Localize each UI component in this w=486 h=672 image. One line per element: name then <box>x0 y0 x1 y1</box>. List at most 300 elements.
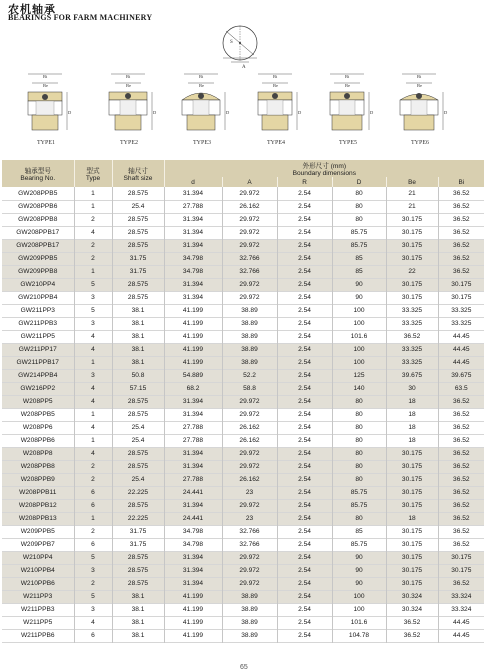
table-cell: 54.889 <box>164 369 222 382</box>
table-cell: 33.325 <box>451 320 472 327</box>
table-cell: 21 <box>386 187 438 200</box>
table-cell: 29.972 <box>222 551 277 564</box>
table-cell: 4 <box>74 395 112 408</box>
table-cell: 39.675 <box>438 369 484 382</box>
table-cell: 2.54 <box>277 551 332 564</box>
table-cell: W208PP6 <box>2 421 74 434</box>
table-cell: 29.972 <box>222 187 277 200</box>
table-cell: 2.54 <box>277 343 332 356</box>
table-cell: 33.325 <box>386 343 438 356</box>
table-cell: 2.54 <box>277 213 332 226</box>
table-cell: 80 <box>332 408 386 421</box>
table-cell: 25.4 <box>112 473 164 486</box>
dim-d: D <box>226 110 230 115</box>
table-cell: 30.175 <box>386 213 438 226</box>
table-cell: 39.675 <box>386 369 438 382</box>
table-cell: 30.175 <box>386 252 438 265</box>
table-row <box>2 473 484 486</box>
table-cell: W210PPB6 <box>2 577 74 590</box>
table-cell: 5 <box>74 278 112 291</box>
table-row <box>2 382 484 395</box>
table-cell: 29.972 <box>222 239 277 252</box>
table-row <box>2 616 484 629</box>
table-cell: 85.75 <box>332 538 386 551</box>
table-cell: 2.54 <box>277 629 332 642</box>
table-cell: 22.225 <box>112 512 164 525</box>
table-cell: 28.575 <box>112 291 164 304</box>
table-cell: 2.54 <box>277 486 332 499</box>
table-cell: 4 <box>74 421 112 434</box>
table-cell: 30.175 <box>386 239 438 252</box>
table-cell: W208PPB9 <box>2 473 74 486</box>
table-cell: 31.394 <box>164 564 222 577</box>
table-header-row <box>2 160 484 177</box>
table-cell: 2.54 <box>277 434 332 447</box>
table-cell: 2.54 <box>277 473 332 486</box>
table-cell: 36.52 <box>386 616 438 629</box>
table-cell: 41.199 <box>164 317 222 330</box>
table-cell: 80 <box>332 213 386 226</box>
dim-be: Be <box>126 83 131 88</box>
table-cell: 80 <box>332 512 386 525</box>
table-cell: 28.575 <box>112 408 164 421</box>
table-row <box>2 356 484 369</box>
dim-bi: Bi <box>273 74 278 79</box>
table-cell: 41.199 <box>164 330 222 343</box>
table-cell: 90 <box>332 564 386 577</box>
table-cell: 31.75 <box>112 252 164 265</box>
table-cell: W209PPB7 <box>2 538 74 551</box>
table-cell: 33.325 <box>386 356 438 369</box>
table-cell: 28.575 <box>112 213 164 226</box>
table-cell: W211PPB3 <box>2 603 74 616</box>
table-cell: 18 <box>386 421 438 434</box>
table-cell: 80 <box>332 187 386 200</box>
table-cell: 30.175 <box>386 460 438 473</box>
table-cell: 30.175 <box>386 538 438 551</box>
table-cell: 85.75 <box>332 499 386 512</box>
subcol-outer-d: D <box>332 177 386 187</box>
table-cell: 18 <box>386 408 438 421</box>
table-cell: 4 <box>74 226 112 239</box>
table-cell: 25.4 <box>112 200 164 213</box>
table-cell: 85 <box>332 525 386 538</box>
table-cell: 31.394 <box>164 408 222 421</box>
table-cell: 2.54 <box>277 291 332 304</box>
table-cell: W208PPB13 <box>2 512 74 525</box>
table-cell: 38.1 <box>112 590 164 603</box>
table-row <box>2 564 484 577</box>
type6-figure <box>388 70 452 148</box>
table-cell: 2.54 <box>277 421 332 434</box>
table-cell: 6 <box>74 538 112 551</box>
table-cell: 2.54 <box>277 395 332 408</box>
type1-figure <box>14 70 78 148</box>
table-cell: 3 <box>74 369 112 382</box>
dim-bi: Bi <box>43 74 48 79</box>
table-cell: 30.175 <box>386 577 438 590</box>
table-cell: 3 <box>74 317 112 330</box>
table-cell: 38.89 <box>222 317 277 330</box>
table-cell: 80 <box>332 473 386 486</box>
table-cell: GW208PPB6 <box>2 200 74 213</box>
subcol-a: A <box>222 177 277 187</box>
table-cell: 6 <box>74 486 112 499</box>
table-cell: 2.54 <box>277 239 332 252</box>
table-cell: W209PPB5 <box>2 525 74 538</box>
table-cell: 2.54 <box>277 304 332 317</box>
table-cell: 28.575 <box>112 577 164 590</box>
table-cell: 30.175 <box>438 564 484 577</box>
table-cell: 2.54 <box>277 317 332 330</box>
table-cell: 36.52 <box>386 629 438 642</box>
table-cell: 2.54 <box>277 577 332 590</box>
page-number: 65 <box>240 664 248 671</box>
table-cell: 38.1 <box>112 330 164 343</box>
table-row <box>2 577 484 590</box>
table-cell: 28.575 <box>112 499 164 512</box>
table-cell: GW211PP17 <box>2 343 74 356</box>
table-cell: 2 <box>74 239 112 252</box>
table-cell: 140 <box>332 382 386 395</box>
dim-d: D <box>370 110 374 115</box>
table-cell: 38.1 <box>112 343 164 356</box>
table-cell: 44.45 <box>453 619 470 626</box>
table-cell: 30.175 <box>438 278 484 291</box>
table-cell: 2.54 <box>277 382 332 395</box>
table-cell: 36.52 <box>386 330 438 343</box>
table-cell: 28.575 <box>112 239 164 252</box>
table-cell: 18 <box>386 434 438 447</box>
dim-d: D <box>153 110 157 115</box>
table-cell: 2.54 <box>277 590 332 603</box>
dim-bi: Bi <box>417 74 422 79</box>
table-cell: W210PPB4 <box>2 564 74 577</box>
table-cell: 31.394 <box>164 499 222 512</box>
table-row <box>2 538 484 551</box>
table-cell: 100 <box>332 343 386 356</box>
table-cell: 6 <box>74 499 112 512</box>
table-cell: 2.54 <box>277 408 332 421</box>
table-cell: 28.575 <box>112 226 164 239</box>
table-cell: 32.766 <box>222 265 277 278</box>
table-cell: 36.52 <box>438 512 484 525</box>
table-cell: 34.798 <box>164 538 222 551</box>
table-cell: 27.788 <box>164 434 222 447</box>
table-cell: 29.972 <box>222 408 277 421</box>
table-cell: GW211PP3 <box>2 304 74 317</box>
table-cell: 38.89 <box>222 343 277 356</box>
table-cell: 38.1 <box>112 616 164 629</box>
table-cell: 22.225 <box>112 486 164 499</box>
table-cell: 36.52 <box>453 541 470 548</box>
table-cell: 18 <box>386 395 438 408</box>
table-cell: 29.972 <box>222 226 277 239</box>
table-cell: GW211PPB3 <box>2 317 74 330</box>
dim-be: Be <box>345 83 350 88</box>
table-cell: 2 <box>74 473 112 486</box>
table-cell: 2.54 <box>277 265 332 278</box>
dim-d: D <box>68 110 72 115</box>
table-cell: 29.972 <box>222 447 277 460</box>
table-cell: 38.89 <box>222 330 277 343</box>
table-cell: 41.199 <box>164 603 222 616</box>
table-cell: 36.52 <box>453 424 470 431</box>
table-cell: 30.175 <box>386 499 438 512</box>
table-cell: 30.175 <box>386 564 438 577</box>
table-cell: W211PP3 <box>2 590 74 603</box>
table-cell: 38.1 <box>112 629 164 642</box>
table-cell: 28.575 <box>112 447 164 460</box>
table-cell: 30.175 <box>386 551 438 564</box>
table-cell: 38.89 <box>222 616 277 629</box>
table-cell: 80 <box>332 460 386 473</box>
table-cell: 18 <box>386 512 438 525</box>
table-cell: 24.441 <box>164 512 222 525</box>
table-cell: 1 <box>74 200 112 213</box>
table-cell: 21 <box>386 200 438 213</box>
table-cell: 2.54 <box>277 447 332 460</box>
page-title-chinese: 农机轴承 <box>8 3 56 16</box>
table-cell: GW209PPB5 <box>2 252 74 265</box>
table-cell: 31.75 <box>112 538 164 551</box>
table-cell: 32.766 <box>222 525 277 538</box>
table-cell: 41.199 <box>164 629 222 642</box>
table-cell: 1 <box>74 512 112 525</box>
table-cell: W208PP8 <box>2 447 74 460</box>
table-cell: 1 <box>74 356 112 369</box>
table-cell: 38.89 <box>222 603 277 616</box>
table-cell: 30 <box>386 382 438 395</box>
table-cell: 1 <box>74 408 112 421</box>
table-cell: 80 <box>332 447 386 460</box>
table-row <box>2 408 484 421</box>
table-row <box>2 499 484 512</box>
table-cell: W208PPB6 <box>2 434 74 447</box>
table-row <box>2 629 484 642</box>
table-cell: 33.324 <box>438 590 484 603</box>
table-cell: 4 <box>74 616 112 629</box>
page-title-english: BEARINGS FOR FARM MACHINERY <box>8 13 153 22</box>
table-cell: 29.972 <box>222 499 277 512</box>
table-row <box>2 278 484 291</box>
table-cell: 2.54 <box>277 616 332 629</box>
table-cell: GW209PPB8 <box>2 265 74 278</box>
table-cell: 90 <box>332 278 386 291</box>
table-cell: GW216PP2 <box>2 382 74 395</box>
col-bearing-no: 轴承型号 Bearing No. <box>2 160 74 187</box>
table-row <box>2 551 484 564</box>
subcol-be: Be <box>386 177 438 187</box>
table-row <box>2 590 484 603</box>
table-cell: 41.199 <box>164 590 222 603</box>
dim-d: D <box>444 110 448 115</box>
table-cell: W208PPB8 <box>2 460 74 473</box>
table-cell: 100 <box>332 356 386 369</box>
table-cell: 29.972 <box>222 564 277 577</box>
table-cell: 100 <box>332 304 386 317</box>
table-cell: 85.75 <box>332 226 386 239</box>
type5-figure <box>316 70 380 148</box>
table-cell: 90 <box>332 291 386 304</box>
table-row <box>2 265 484 278</box>
circle-label-a: A <box>242 65 246 70</box>
dim-be: Be <box>43 83 48 88</box>
table-cell: 36.52 <box>453 437 470 444</box>
table-cell: 38.1 <box>112 304 164 317</box>
table-cell: 27.788 <box>164 473 222 486</box>
table-row <box>2 252 484 265</box>
table-cell: 41.199 <box>164 343 222 356</box>
table-cell: 1 <box>74 187 112 200</box>
table-cell: 36.52 <box>438 252 484 265</box>
table-row <box>2 291 484 304</box>
type3-figure <box>170 70 234 148</box>
table-cell: 30.175 <box>386 486 438 499</box>
table-cell: 85.75 <box>332 486 386 499</box>
table-cell: 3 <box>74 291 112 304</box>
table-cell: GW208PPB17 <box>2 226 74 239</box>
table-cell: 2 <box>74 525 112 538</box>
table-cell: 30.175 <box>438 551 484 564</box>
table-cell: 90 <box>332 577 386 590</box>
table-cell: 2.54 <box>277 512 332 525</box>
table-cell: 28.575 <box>112 278 164 291</box>
table-body <box>2 187 484 642</box>
table-cell: 36.52 <box>453 216 470 223</box>
table-cell: 2.54 <box>277 330 332 343</box>
table-cell: 2 <box>74 213 112 226</box>
table-cell: 80 <box>332 434 386 447</box>
table-row <box>2 187 484 200</box>
table-cell: 44.45 <box>438 343 484 356</box>
table-cell: 33.325 <box>386 317 438 330</box>
table-cell: 1 <box>74 434 112 447</box>
table-cell: 34.798 <box>164 265 222 278</box>
table-row <box>2 343 484 356</box>
dim-bi: Bi <box>199 74 204 79</box>
type3-label: TYPE3 <box>193 140 211 146</box>
table-row <box>2 421 484 434</box>
table-cell: GW214PPB4 <box>2 369 74 382</box>
table-cell: W208PPB11 <box>2 486 74 499</box>
table-cell: 30.175 <box>386 278 438 291</box>
col-type: 型式 Type <box>74 160 112 187</box>
table-cell: 36.52 <box>453 189 470 197</box>
table-cell: W210PP4 <box>2 551 74 564</box>
table-cell: 6 <box>74 629 112 642</box>
table-row <box>2 239 484 252</box>
table-cell: 2 <box>74 577 112 590</box>
table-cell: 36.52 <box>438 395 484 408</box>
table-cell: 38.89 <box>222 304 277 317</box>
table-cell: 5 <box>74 304 112 317</box>
table-cell: 31.394 <box>164 213 222 226</box>
table-cell: 5 <box>74 551 112 564</box>
table-cell: 29.972 <box>222 395 277 408</box>
table-cell: 36.52 <box>438 473 484 486</box>
table-cell: 5 <box>74 590 112 603</box>
table-cell: 36.52 <box>453 229 470 236</box>
table-cell: 38.89 <box>222 629 277 642</box>
table-cell: 26.162 <box>222 200 277 213</box>
table-cell: 68.2 <box>164 382 222 395</box>
table-cell: 2.54 <box>277 564 332 577</box>
table-cell: 2.54 <box>277 460 332 473</box>
table-cell: 34.798 <box>164 525 222 538</box>
table-cell: 36.52 <box>438 499 484 512</box>
table-cell: 2.54 <box>277 278 332 291</box>
table-cell: 36.52 <box>453 411 470 418</box>
table-cell: 36.52 <box>438 460 484 473</box>
table-cell: 2.54 <box>277 499 332 512</box>
table-cell: 2.54 <box>277 369 332 382</box>
table-cell: 26.162 <box>222 421 277 434</box>
table-cell: 36.52 <box>438 265 484 278</box>
table-cell: 104.78 <box>332 629 386 642</box>
table-cell: 28.575 <box>112 564 164 577</box>
table-cell: GW211PP5 <box>2 330 74 343</box>
table-cell: 101.6 <box>332 330 386 343</box>
table-cell: 80 <box>332 200 386 213</box>
table-cell: 25.4 <box>112 434 164 447</box>
dim-d: D <box>298 110 302 115</box>
table-cell: 85 <box>332 265 386 278</box>
table-cell: 58.8 <box>222 382 277 395</box>
table-cell: 26.162 <box>222 434 277 447</box>
type1-label: TYPE1 <box>37 140 55 146</box>
table-cell: 90 <box>332 551 386 564</box>
table-cell: W211PPB6 <box>2 629 74 642</box>
table-cell: 31.394 <box>164 278 222 291</box>
table-row <box>2 304 484 317</box>
table-row <box>2 434 484 447</box>
table-cell: 33.324 <box>451 606 472 613</box>
col-shaft-size: 轴尺寸 Shaft size <box>112 160 164 187</box>
table-cell: 32.766 <box>222 252 277 265</box>
table-cell: 30.175 <box>386 226 438 239</box>
table-cell: W208PPB12 <box>2 499 74 512</box>
table-cell: 30.324 <box>386 590 438 603</box>
table-cell: 29.972 <box>222 291 277 304</box>
table-row <box>2 512 484 525</box>
table-cell: 38.1 <box>112 317 164 330</box>
table-cell: 30.175 <box>386 447 438 460</box>
table-cell: 2.54 <box>277 356 332 369</box>
type2-figure <box>97 70 161 148</box>
table-cell: 33.325 <box>386 304 438 317</box>
table-cell: 36.52 <box>453 203 470 210</box>
table-cell: 36.52 <box>438 447 484 460</box>
table-row <box>2 395 484 408</box>
subcol-bi: Bi <box>438 177 484 187</box>
table-cell: GW208PPB5 <box>2 187 74 200</box>
table-cell: 30.324 <box>386 603 438 616</box>
table-cell: GW210PPB4 <box>2 291 74 304</box>
dim-be: Be <box>273 83 278 88</box>
table-cell: 125 <box>332 369 386 382</box>
table-cell: 85.75 <box>332 239 386 252</box>
table-cell: 100 <box>332 317 386 330</box>
table-cell: 30.175 <box>386 473 438 486</box>
table-cell: 31.75 <box>112 265 164 278</box>
type6-label: TYPE6 <box>411 140 429 146</box>
table-cell: 22 <box>386 265 438 278</box>
table-cell: 31.394 <box>164 187 222 200</box>
table-cell: 26.162 <box>222 473 277 486</box>
table-row <box>2 486 484 499</box>
table-row <box>2 525 484 538</box>
